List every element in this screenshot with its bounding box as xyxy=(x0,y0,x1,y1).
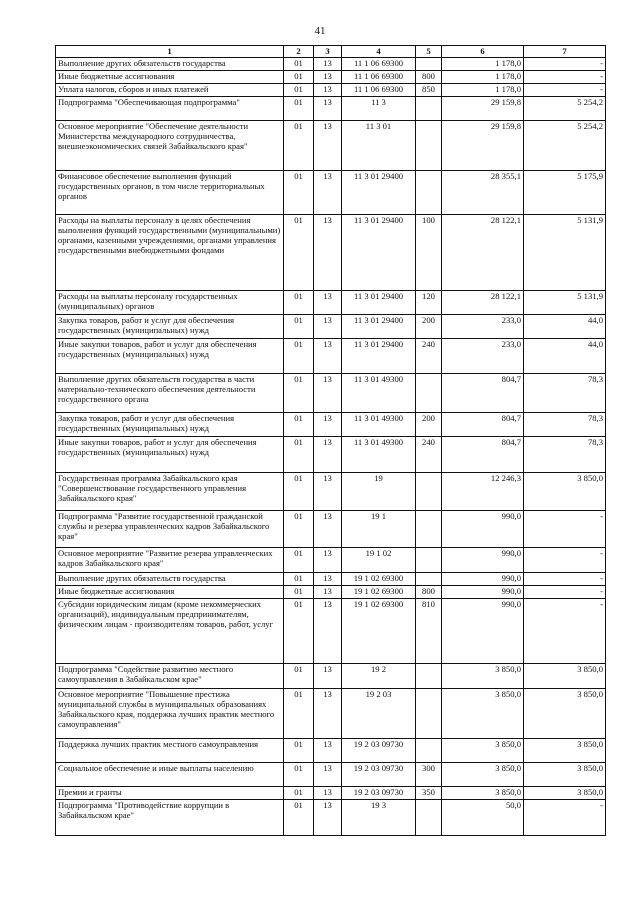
table-row xyxy=(56,339,606,374)
row-code-subsection: 13 xyxy=(314,84,342,97)
row-amount-1: 233,0 xyxy=(442,339,524,374)
table-row xyxy=(56,689,606,739)
row-name: Расходы на выплаты персоналу государственных (муниципальных) органов xyxy=(56,291,284,315)
row-code-type xyxy=(416,97,442,121)
column-header: 3 xyxy=(314,46,342,58)
table-row xyxy=(56,374,606,413)
table-row xyxy=(56,121,606,171)
row-amount-1: 990,0 xyxy=(442,586,524,599)
row-name: Подпрограмма "Обеспечивающая подпрограмма" xyxy=(56,97,284,121)
row-amount-1: 29 159,8 xyxy=(442,121,524,171)
row-name: Субсидии юридическим лицам (кроме некоммерческих организаций), индивидуальным предпринимателям, физическим лицам - производителям товаров, работ, услуг xyxy=(56,599,284,664)
row-name: Выполнение других обязательств государства xyxy=(56,573,284,586)
row-amount-1: 12 246,3 xyxy=(442,473,524,511)
row-code-subsection: 13 xyxy=(314,291,342,315)
row-amount-1: 1 178,0 xyxy=(442,71,524,84)
row-code-section: 01 xyxy=(284,171,314,215)
row-code-subsection: 13 xyxy=(314,586,342,599)
row-code-subsection: 13 xyxy=(314,374,342,413)
row-code-section: 01 xyxy=(284,511,314,548)
row-amount-2: 78,3 xyxy=(524,437,606,473)
row-amount-2: - xyxy=(524,84,606,97)
row-code-section: 01 xyxy=(284,97,314,121)
row-amount-2: 3 850,0 xyxy=(524,787,606,800)
row-code-type: 100 xyxy=(416,215,442,291)
row-code-section: 01 xyxy=(284,739,314,763)
row-code-section: 01 xyxy=(284,84,314,97)
table-header-row xyxy=(56,46,606,58)
row-code-subsection: 13 xyxy=(314,58,342,71)
table-row xyxy=(56,739,606,763)
row-name: Поддержка лучших практик местного самоуправления xyxy=(56,739,284,763)
row-code-section: 01 xyxy=(284,586,314,599)
row-code-type: 200 xyxy=(416,413,442,437)
row-code-subsection: 13 xyxy=(314,689,342,739)
row-amount-2: 5 131,9 xyxy=(524,291,606,315)
row-code-subsection: 13 xyxy=(314,121,342,171)
row-amount-2: 3 850,0 xyxy=(524,664,606,689)
table-row xyxy=(56,473,606,511)
row-amount-2: 5 175,9 xyxy=(524,171,606,215)
row-code-subsection: 13 xyxy=(314,599,342,664)
row-code-target: 19 1 02 69300 xyxy=(342,573,416,586)
row-code-section: 01 xyxy=(284,787,314,800)
row-code-subsection: 13 xyxy=(314,739,342,763)
row-code-subsection: 13 xyxy=(314,97,342,121)
row-name: Подпрограмма "Содействие развитию местного самоуправления в Забайкальском крае" xyxy=(56,664,284,689)
row-code-section: 01 xyxy=(284,58,314,71)
row-amount-2: 3 850,0 xyxy=(524,739,606,763)
row-code-subsection: 13 xyxy=(314,800,342,836)
row-code-subsection: 13 xyxy=(314,473,342,511)
row-amount-2: 44,0 xyxy=(524,315,606,339)
table-row xyxy=(56,315,606,339)
row-amount-1: 990,0 xyxy=(442,548,524,573)
row-name: Закупка товаров, работ и услуг для обеспечения государственных (муниципальных) нужд xyxy=(56,315,284,339)
row-code-type: 240 xyxy=(416,339,442,374)
row-code-type: 800 xyxy=(416,586,442,599)
row-amount-1: 804,7 xyxy=(442,374,524,413)
row-code-subsection: 13 xyxy=(314,215,342,291)
table-row xyxy=(56,599,606,664)
row-name: Социальное обеспечение и иные выплаты населению xyxy=(56,763,284,787)
row-code-section: 01 xyxy=(284,573,314,586)
row-name: Основное мероприятие "Повышение престижа муниципальной службы в муниципальных образованиях Забайкальского края, поддержка лучших практик местного самоуправления" xyxy=(56,689,284,739)
table-row xyxy=(56,291,606,315)
row-amount-2: 3 850,0 xyxy=(524,763,606,787)
row-amount-1: 28 122,1 xyxy=(442,215,524,291)
row-code-type xyxy=(416,664,442,689)
row-code-target: 11 1 06 69300 xyxy=(342,58,416,71)
row-amount-2: 78,3 xyxy=(524,413,606,437)
row-amount-2: 5 131,9 xyxy=(524,215,606,291)
row-code-target: 11 3 01 29400 xyxy=(342,315,416,339)
row-code-target: 19 2 xyxy=(342,664,416,689)
row-code-section: 01 xyxy=(284,800,314,836)
row-code-target: 11 3 xyxy=(342,97,416,121)
row-name: Расходы на выплаты персоналу в целях обеспечения выполнения функций государственными (муниципальными) органами, казенными учреждениями, органами управления государственными внебюджетными фондами xyxy=(56,215,284,291)
row-amount-1: 28 355,1 xyxy=(442,171,524,215)
row-code-type xyxy=(416,374,442,413)
row-code-section: 01 xyxy=(284,473,314,511)
row-amount-2: - xyxy=(524,800,606,836)
row-code-subsection: 13 xyxy=(314,548,342,573)
row-amount-1: 50,0 xyxy=(442,800,524,836)
row-code-section: 01 xyxy=(284,763,314,787)
row-amount-1: 804,7 xyxy=(442,437,524,473)
row-code-target: 11 1 06 69300 xyxy=(342,71,416,84)
row-code-target: 19 2 03 09730 xyxy=(342,739,416,763)
row-code-target: 11 3 01 49300 xyxy=(342,413,416,437)
row-name: Выполнение других обязательств государства xyxy=(56,58,284,71)
row-amount-2: 5 254,2 xyxy=(524,97,606,121)
row-code-type: 850 xyxy=(416,84,442,97)
row-code-subsection: 13 xyxy=(314,171,342,215)
row-amount-2: - xyxy=(524,586,606,599)
row-code-type: 810 xyxy=(416,599,442,664)
row-amount-2: - xyxy=(524,573,606,586)
row-code-subsection: 13 xyxy=(314,664,342,689)
row-amount-1: 990,0 xyxy=(442,599,524,664)
row-name: Финансовое обеспечение выполнения функций государственных органов, в том числе территориальных органов xyxy=(56,171,284,215)
row-code-section: 01 xyxy=(284,437,314,473)
row-code-target: 11 3 01 49300 xyxy=(342,437,416,473)
row-name: Иные закупки товаров, работ и услуг для обеспечения государственных (муниципальных) нужд xyxy=(56,339,284,374)
row-code-type xyxy=(416,511,442,548)
column-header: 4 xyxy=(342,46,416,58)
row-code-type: 350 xyxy=(416,787,442,800)
row-code-subsection: 13 xyxy=(314,315,342,339)
row-code-section: 01 xyxy=(284,215,314,291)
page-number: 41 xyxy=(314,25,326,37)
table-row xyxy=(56,511,606,548)
row-code-target: 19 1 02 xyxy=(342,548,416,573)
row-amount-1: 29 159,8 xyxy=(442,97,524,121)
table-row xyxy=(56,58,606,71)
table-row xyxy=(56,787,606,800)
table-row xyxy=(56,215,606,291)
row-amount-1: 28 122,1 xyxy=(442,291,524,315)
row-amount-2: - xyxy=(524,548,606,573)
row-code-type xyxy=(416,689,442,739)
row-name: Уплата налогов, сборов и иных платежей xyxy=(56,84,284,97)
table-row xyxy=(56,573,606,586)
row-code-type: 800 xyxy=(416,71,442,84)
row-code-section: 01 xyxy=(284,121,314,171)
row-code-subsection: 13 xyxy=(314,763,342,787)
row-code-section: 01 xyxy=(284,71,314,84)
row-code-target: 11 1 06 69300 xyxy=(342,84,416,97)
row-code-section: 01 xyxy=(284,291,314,315)
row-name: Премии и гранты xyxy=(56,787,284,800)
row-amount-1: 233,0 xyxy=(442,315,524,339)
row-code-subsection: 13 xyxy=(314,71,342,84)
row-code-section: 01 xyxy=(284,315,314,339)
row-amount-1: 1 178,0 xyxy=(442,84,524,97)
row-code-type xyxy=(416,171,442,215)
row-code-target: 11 3 01 29400 xyxy=(342,291,416,315)
budget-table xyxy=(55,45,606,836)
row-code-target: 19 2 03 09730 xyxy=(342,763,416,787)
row-name: Основное мероприятие "Развитие резерва управленческих кадров Забайкальского края" xyxy=(56,548,284,573)
row-name: Иные закупки товаров, работ и услуг для обеспечения государственных (муниципальных) нужд xyxy=(56,437,284,473)
row-code-target: 19 1 xyxy=(342,511,416,548)
row-amount-2: 5 254,2 xyxy=(524,121,606,171)
row-amount-1: 990,0 xyxy=(442,511,524,548)
row-amount-2: - xyxy=(524,511,606,548)
row-name: Подпрограмма "Развитие государственной гражданской службы и резерва управленческих кадров Забайкальского края" xyxy=(56,511,284,548)
column-header: 6 xyxy=(442,46,524,58)
row-amount-1: 990,0 xyxy=(442,573,524,586)
row-amount-1: 3 850,0 xyxy=(442,787,524,800)
row-amount-2: 78,3 xyxy=(524,374,606,413)
table-row xyxy=(56,800,606,836)
row-name: Выполнение других обязательств государства в части материально-технического обеспечения деятельности государственного органа xyxy=(56,374,284,413)
table-row xyxy=(56,437,606,473)
row-name: Иные бюджетные ассигнования xyxy=(56,586,284,599)
table-row xyxy=(56,71,606,84)
table-row xyxy=(56,763,606,787)
row-code-target: 11 3 01 xyxy=(342,121,416,171)
table-row xyxy=(56,548,606,573)
table-row xyxy=(56,171,606,215)
row-code-type xyxy=(416,548,442,573)
row-amount-1: 3 850,0 xyxy=(442,739,524,763)
row-code-target: 19 2 03 xyxy=(342,689,416,739)
row-code-target: 19 2 03 09730 xyxy=(342,787,416,800)
table-row xyxy=(56,84,606,97)
row-amount-2: - xyxy=(524,599,606,664)
row-code-type: 240 xyxy=(416,437,442,473)
row-code-target: 19 1 02 69300 xyxy=(342,586,416,599)
row-amount-1: 804,7 xyxy=(442,413,524,437)
row-code-type: 200 xyxy=(416,315,442,339)
row-code-subsection: 13 xyxy=(314,339,342,374)
row-amount-2: 3 850,0 xyxy=(524,689,606,739)
row-code-section: 01 xyxy=(284,374,314,413)
row-code-section: 01 xyxy=(284,548,314,573)
table-row xyxy=(56,664,606,689)
row-amount-1: 3 850,0 xyxy=(442,763,524,787)
row-code-target: 11 3 01 49300 xyxy=(342,374,416,413)
row-name: Закупка товаров, работ и услуг для обеспечения государственных (муниципальных) нужд xyxy=(56,413,284,437)
row-code-section: 01 xyxy=(284,689,314,739)
table-row xyxy=(56,413,606,437)
row-code-subsection: 13 xyxy=(314,413,342,437)
row-name: Иные бюджетные ассигнования xyxy=(56,71,284,84)
row-code-target: 19 3 xyxy=(342,800,416,836)
column-header: 2 xyxy=(284,46,314,58)
row-name: Основное мероприятие "Обеспечение деятельности Министерства международного сотрудничества, внешнеэкономических связей Забайкальского края" xyxy=(56,121,284,171)
row-code-subsection: 13 xyxy=(314,437,342,473)
row-code-target: 11 3 01 29400 xyxy=(342,339,416,374)
row-amount-2: 3 850,0 xyxy=(524,473,606,511)
row-code-type xyxy=(416,800,442,836)
row-code-target: 19 xyxy=(342,473,416,511)
row-amount-1: 3 850,0 xyxy=(442,664,524,689)
row-code-target: 11 3 01 29400 xyxy=(342,171,416,215)
table-row xyxy=(56,586,606,599)
row-code-subsection: 13 xyxy=(314,573,342,586)
row-code-type xyxy=(416,121,442,171)
row-code-type: 300 xyxy=(416,763,442,787)
row-code-type: 120 xyxy=(416,291,442,315)
row-amount-2: - xyxy=(524,58,606,71)
row-code-type xyxy=(416,473,442,511)
row-code-section: 01 xyxy=(284,599,314,664)
row-code-type xyxy=(416,739,442,763)
row-code-type xyxy=(416,573,442,586)
row-name: Государственная программа Забайкальского края "Совершенствование государственного управления Забайкальского края" xyxy=(56,473,284,511)
row-code-subsection: 13 xyxy=(314,787,342,800)
row-code-target: 19 1 02 69300 xyxy=(342,599,416,664)
row-code-target: 11 3 01 29400 xyxy=(342,215,416,291)
row-amount-1: 3 850,0 xyxy=(442,689,524,739)
row-code-section: 01 xyxy=(284,339,314,374)
row-amount-1: 1 178,0 xyxy=(442,58,524,71)
row-code-type xyxy=(416,58,442,71)
row-amount-2: 44,0 xyxy=(524,339,606,374)
column-header: 1 xyxy=(56,46,284,58)
row-code-section: 01 xyxy=(284,664,314,689)
row-code-subsection: 13 xyxy=(314,511,342,548)
column-header: 5 xyxy=(416,46,442,58)
row-amount-2: - xyxy=(524,71,606,84)
table-row xyxy=(56,97,606,121)
row-name: Подпрограмма "Противодействие коррупции в Забайкальском крае" xyxy=(56,800,284,836)
column-header: 7 xyxy=(524,46,606,58)
row-code-section: 01 xyxy=(284,413,314,437)
